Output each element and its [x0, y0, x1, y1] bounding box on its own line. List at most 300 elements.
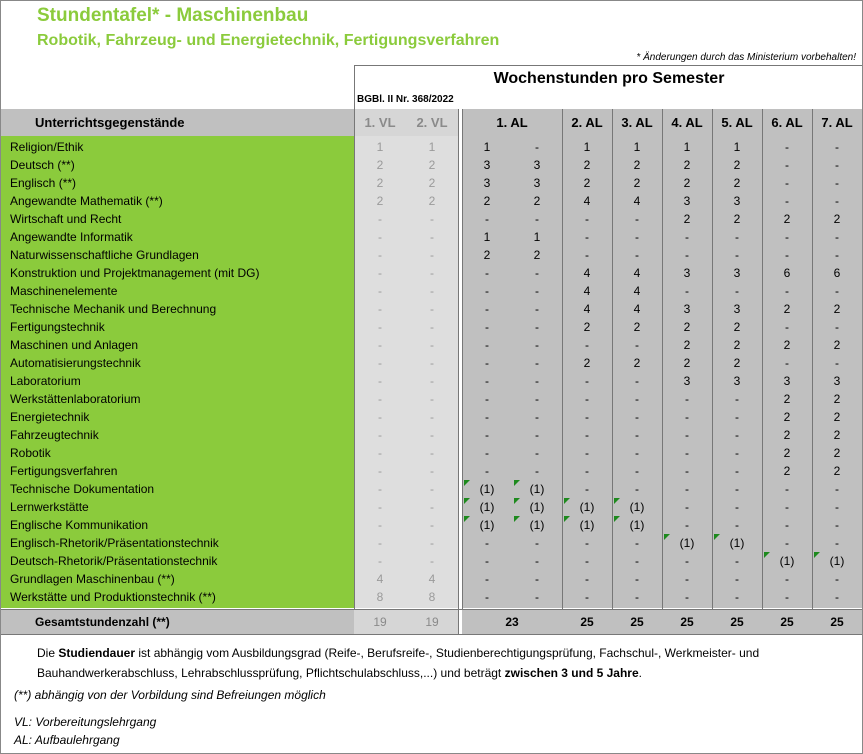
total-al2: 25	[562, 610, 612, 634]
info-text: Die	[37, 646, 59, 660]
hours-cell: 3	[733, 374, 741, 388]
hours-cell: 8	[428, 590, 436, 604]
hours-cell: -	[485, 320, 489, 334]
header-al4: 4. AL	[662, 109, 712, 136]
subject-name: Angewandte Informatik	[10, 230, 133, 244]
table-row	[1, 246, 862, 264]
hours-cell: 3	[683, 266, 691, 280]
hours-cell: 2	[833, 302, 841, 316]
hours-cell: (1)	[462, 498, 512, 516]
hours-cell: 3	[783, 374, 791, 388]
hours-cell: -	[535, 338, 539, 352]
hours-cell: -	[430, 536, 434, 550]
hours-cell: -	[785, 590, 789, 604]
hours-cell: -	[535, 410, 539, 424]
header-al5: 5. AL	[712, 109, 762, 136]
hours-cell: -	[835, 140, 839, 154]
hours-cell: 3	[533, 158, 541, 172]
hours-cell: -	[585, 554, 589, 568]
subject-name: Fertigungstechnik	[10, 320, 105, 334]
hours-cell: 2	[683, 212, 691, 226]
hours-cell: -	[378, 518, 382, 532]
hours-cell: -	[785, 320, 789, 334]
hours-cell: 2	[583, 356, 591, 370]
table-row	[1, 174, 862, 192]
hours-cell: -	[735, 500, 739, 514]
hours-cell: -	[635, 374, 639, 388]
hours-cell: -	[485, 356, 489, 370]
hours-cell: -	[635, 248, 639, 262]
hours-cell: 2	[733, 320, 741, 334]
table-row	[1, 210, 862, 228]
subject-name: Technische Mechanik und Berechnung	[10, 302, 217, 316]
hours-cell: -	[785, 194, 789, 208]
hours-cell: -	[378, 536, 382, 550]
separator	[762, 109, 763, 635]
subject-name: Religion/Ethik	[10, 140, 84, 154]
hours-cell: -	[685, 464, 689, 478]
hours-cell: -	[685, 590, 689, 604]
hours-cell: -	[485, 302, 489, 316]
hours-cell: 3	[683, 374, 691, 388]
hours-cell: -	[735, 464, 739, 478]
hours-cell: -	[485, 428, 489, 442]
hours-cell: 2	[633, 176, 641, 190]
comment-marker-icon	[514, 498, 520, 504]
hours-cell: -	[735, 248, 739, 262]
hours-cell: 2	[783, 302, 791, 316]
hours-cell: 4	[583, 266, 591, 280]
hours-cell: 2	[533, 194, 541, 208]
info-bold: Studiendauer	[58, 646, 136, 660]
hours-cell: 4	[633, 194, 641, 208]
separator	[662, 109, 663, 635]
hours-cell: (1)	[812, 552, 862, 570]
hours-cell: -	[378, 284, 382, 298]
hours-cell: -	[485, 374, 489, 388]
hours-cell: -	[485, 392, 489, 406]
hours-cell: -	[835, 536, 839, 550]
hours-cell: -	[535, 320, 539, 334]
header-al6: 6. AL	[762, 109, 812, 136]
hours-cell: 4	[583, 194, 591, 208]
table-row	[1, 300, 862, 318]
hours-cell: -	[585, 392, 589, 406]
header-subject: Unterrichtsgegenstände	[1, 109, 354, 136]
hours-cell: -	[785, 572, 789, 586]
hours-cell: -	[585, 482, 589, 496]
comment-marker-icon	[514, 480, 520, 486]
hours-cell: 1	[683, 140, 691, 154]
hours-cell: -	[785, 140, 789, 154]
subject-name: Naturwissenschaftliche Grundlagen	[10, 248, 199, 262]
hours-cell: -	[685, 392, 689, 406]
table-row	[1, 408, 862, 426]
hours-cell: 2	[833, 446, 841, 460]
hours-cell: -	[430, 554, 434, 568]
hours-cell: 2	[376, 158, 384, 172]
hours-cell: 1	[583, 140, 591, 154]
hours-cell: -	[635, 410, 639, 424]
hours-cell: -	[378, 500, 382, 514]
hours-cell: -	[635, 428, 639, 442]
hours-cell: -	[535, 302, 539, 316]
header-al1: 1. AL	[462, 109, 562, 136]
page-subtitle: Robotik, Fahrzeug- und Energietechnik, Fertigungsverfahren	[37, 32, 500, 49]
hours-cell: -	[378, 320, 382, 334]
hours-cell: -	[430, 446, 434, 460]
hours-cell: -	[635, 230, 639, 244]
page-title: Stundentafel* - Maschinenbau	[37, 5, 309, 26]
hours-cell: (1)	[712, 534, 762, 552]
hours-cell: 2	[783, 410, 791, 424]
hours-cell: -	[585, 428, 589, 442]
hours-cell: -	[485, 212, 489, 226]
subject-name: Grundlagen Maschinenbau (**)	[10, 572, 175, 586]
duration-info	[37, 643, 837, 683]
hours-cell: -	[835, 572, 839, 586]
separator	[612, 109, 613, 635]
hours-cell: -	[735, 410, 739, 424]
hours-cell: -	[430, 392, 434, 406]
hours-cell: 1	[428, 140, 436, 154]
hours-cell: -	[635, 338, 639, 352]
table-row	[1, 372, 862, 390]
hours-cell: -	[635, 536, 639, 550]
hours-cell: -	[430, 374, 434, 388]
comment-marker-icon	[464, 480, 470, 486]
hours-cell: (1)	[512, 480, 562, 498]
hours-cell: -	[535, 392, 539, 406]
hours-cell: -	[535, 140, 539, 154]
table-row	[1, 336, 862, 354]
hours-cell: -	[685, 446, 689, 460]
hours-cell: -	[735, 284, 739, 298]
hours-cell: -	[430, 482, 434, 496]
hours-cell: 6	[833, 266, 841, 280]
table-row	[1, 498, 862, 516]
hours-cell: -	[430, 356, 434, 370]
hours-cell: -	[585, 464, 589, 478]
hours-cell: 2	[376, 194, 384, 208]
hours-cell: -	[485, 410, 489, 424]
week-hours-header: Wochenstunden pro Semester	[354, 65, 863, 92]
hours-cell: 3	[733, 266, 741, 280]
hours-cell: -	[735, 572, 739, 586]
subject-name: Werkstätte und Produktionstechnik (**)	[10, 590, 216, 604]
subject-name: Werkstättenlaboratorium	[10, 392, 141, 406]
hours-cell: -	[835, 482, 839, 496]
hours-cell: 2	[833, 428, 841, 442]
hours-cell: 2	[428, 176, 436, 190]
separator	[458, 109, 459, 635]
info-text: ist abhängig vom Ausbildungsgrad (Reife-, Berufsreife-, Studienberechtigungsprüfung, Fachschul-, Werkmeister- und Bauhandwerkerabschluss, Lehrabschlussprüfung, Pflichtschulabschluss,...) und beträgt	[37, 646, 760, 680]
hours-cell: -	[785, 176, 789, 190]
hours-cell: -	[535, 356, 539, 370]
hours-cell: -	[785, 284, 789, 298]
hours-cell: 2	[483, 194, 491, 208]
hours-cell: -	[535, 536, 539, 550]
subject-name: Technische Dokumentation	[10, 482, 155, 496]
hours-cell: -	[430, 320, 434, 334]
hours-cell: -	[430, 464, 434, 478]
table-row	[1, 534, 862, 552]
comment-marker-icon	[614, 498, 620, 504]
hours-cell: 2	[683, 158, 691, 172]
hours-cell: 4	[376, 572, 384, 586]
hours-cell: -	[635, 464, 639, 478]
hours-cell: -	[378, 356, 382, 370]
hours-cell: 1	[483, 230, 491, 244]
hours-cell: 4	[583, 284, 591, 298]
hours-cell: -	[378, 446, 382, 460]
hours-cell: -	[735, 518, 739, 532]
total-al6: 25	[762, 610, 812, 634]
hours-cell: -	[835, 284, 839, 298]
comment-marker-icon	[614, 516, 620, 522]
hours-cell: 4	[633, 284, 641, 298]
separator	[354, 109, 355, 635]
hours-cell: -	[685, 230, 689, 244]
footnote-exemption: (**) abhängig von der Vorbildung sind Befreiungen möglich	[14, 688, 326, 702]
total-al3: 25	[612, 610, 662, 634]
hours-cell: -	[585, 410, 589, 424]
hours-cell: 4	[633, 302, 641, 316]
hours-cell: -	[835, 176, 839, 190]
hours-cell: 4	[583, 302, 591, 316]
table-row	[1, 282, 862, 300]
hours-cell: -	[685, 284, 689, 298]
hours-cell: 6	[783, 266, 791, 280]
hours-cell: 2	[583, 158, 591, 172]
comment-marker-icon	[464, 516, 470, 522]
hours-cell: -	[430, 518, 434, 532]
hours-cell: (1)	[562, 498, 612, 516]
hours-cell: (1)	[562, 516, 612, 534]
separator	[712, 109, 713, 635]
hours-cell: -	[378, 266, 382, 280]
hours-cell: -	[635, 554, 639, 568]
footnote-al: AL: Aufbaulehrgang	[14, 733, 120, 747]
hours-cell: -	[585, 536, 589, 550]
hours-cell: -	[378, 464, 382, 478]
hours-cell: (1)	[612, 498, 662, 516]
hours-cell: (1)	[512, 516, 562, 534]
subject-name: Fahrzeugtechnik	[10, 428, 99, 442]
hours-cell: -	[685, 248, 689, 262]
subject-name: Maschinen und Anlagen	[10, 338, 139, 352]
table-row	[1, 156, 862, 174]
hours-cell: -	[378, 554, 382, 568]
hours-cell: -	[835, 194, 839, 208]
hours-cell: 3	[483, 176, 491, 190]
hours-cell: -	[835, 320, 839, 334]
hours-cell: -	[785, 482, 789, 496]
hours-cell: -	[785, 536, 789, 550]
hours-cell: -	[535, 374, 539, 388]
hours-cell: 2	[783, 428, 791, 442]
hours-cell: -	[535, 464, 539, 478]
hours-cell: -	[635, 572, 639, 586]
hours-cell: 2	[833, 464, 841, 478]
hours-cell: (1)	[462, 516, 512, 534]
table-row	[1, 390, 862, 408]
hours-cell: -	[635, 446, 639, 460]
hours-cell: -	[635, 590, 639, 604]
hours-cell: -	[535, 428, 539, 442]
hours-cell: -	[685, 518, 689, 532]
hours-cell: -	[585, 374, 589, 388]
hours-cell: -	[635, 392, 639, 406]
table-row	[1, 444, 862, 462]
comment-marker-icon	[514, 516, 520, 522]
hours-cell: 3	[833, 374, 841, 388]
hours-cell: -	[378, 212, 382, 226]
hours-cell: 2	[683, 176, 691, 190]
header-al7: 7. AL	[812, 109, 862, 136]
hours-cell: -	[378, 428, 382, 442]
hours-cell: -	[835, 356, 839, 370]
hours-cell: -	[585, 446, 589, 460]
hours-cell: 2	[683, 338, 691, 352]
total-vl2: 19	[406, 610, 458, 634]
table-row	[1, 228, 862, 246]
hours-cell: 3	[533, 176, 541, 190]
hours-cell: -	[378, 374, 382, 388]
table-row	[1, 516, 862, 534]
subject-name: Deutsch (**)	[10, 158, 75, 172]
hours-cell: -	[485, 446, 489, 460]
hours-cell: 1	[533, 230, 541, 244]
hours-cell: -	[535, 554, 539, 568]
hours-cell: 1	[733, 140, 741, 154]
hours-cell: -	[378, 392, 382, 406]
subject-name: Angewandte Mathematik (**)	[10, 194, 163, 208]
hours-cell: -	[735, 554, 739, 568]
hours-cell: 1	[376, 140, 384, 154]
hours-cell: 3	[483, 158, 491, 172]
footnote-vl: VL: Vorbereitungslehrgang	[14, 715, 157, 729]
hours-cell: 2	[428, 158, 436, 172]
hours-cell: 2	[783, 392, 791, 406]
hours-cell: -	[685, 554, 689, 568]
hours-cell: -	[685, 410, 689, 424]
hours-cell: 2	[683, 356, 691, 370]
subject-name: Konstruktion und Projektmanagement (mit DG)	[10, 266, 260, 280]
table-row	[1, 480, 862, 498]
separator	[1, 634, 862, 635]
subject-name: Energietechnik	[10, 410, 90, 424]
hours-cell: -	[785, 518, 789, 532]
hours-cell: 2	[733, 338, 741, 352]
hours-cell: -	[535, 446, 539, 460]
table-row	[1, 264, 862, 282]
hours-cell: -	[785, 230, 789, 244]
comment-marker-icon	[464, 498, 470, 504]
subject-name: Englische Kommunikation	[10, 518, 149, 532]
hours-cell: 4	[633, 266, 641, 280]
hours-cell: -	[685, 572, 689, 586]
hours-cell: -	[735, 230, 739, 244]
hours-cell: -	[585, 590, 589, 604]
hours-cell: -	[430, 338, 434, 352]
hours-cell: -	[585, 338, 589, 352]
hours-cell: 2	[533, 248, 541, 262]
hours-cell: -	[378, 248, 382, 262]
hours-cell: -	[685, 482, 689, 496]
hours-cell: -	[430, 212, 434, 226]
hours-cell: -	[735, 590, 739, 604]
total-al4: 25	[662, 610, 712, 634]
table-row	[1, 588, 862, 606]
hours-cell: 1	[483, 140, 491, 154]
separator	[462, 109, 463, 635]
subject-name: Laboratorium	[10, 374, 81, 388]
hours-cell: -	[485, 590, 489, 604]
hours-cell: 2	[583, 176, 591, 190]
hours-cell: -	[835, 500, 839, 514]
hours-cell: -	[835, 230, 839, 244]
law-reference: BGBl. II Nr. 368/2022	[354, 91, 462, 109]
hours-cell: -	[485, 338, 489, 352]
hours-cell: -	[535, 266, 539, 280]
hours-cell: -	[835, 158, 839, 172]
table-row	[1, 462, 862, 480]
hours-cell: -	[378, 482, 382, 496]
info-bold: zwischen 3 und 5 Jahre	[504, 666, 639, 680]
hours-cell: -	[785, 356, 789, 370]
table-row	[1, 354, 862, 372]
hours-cell: (1)	[462, 480, 512, 498]
hours-cell: 2	[783, 446, 791, 460]
hours-cell: 4	[428, 572, 436, 586]
header-al2: 2. AL	[562, 109, 612, 136]
hours-cell: 2	[783, 212, 791, 226]
hours-cell: -	[485, 572, 489, 586]
hours-cell: -	[785, 158, 789, 172]
hours-cell: -	[685, 500, 689, 514]
hours-cell: 2	[783, 464, 791, 478]
hours-cell: -	[635, 482, 639, 496]
hours-cell: 2	[733, 212, 741, 226]
hours-cell: -	[378, 410, 382, 424]
hours-cell: -	[585, 212, 589, 226]
hours-cell: -	[535, 590, 539, 604]
hours-cell: 2	[376, 176, 384, 190]
total-al7: 25	[812, 610, 862, 634]
hours-cell: 2	[483, 248, 491, 262]
totals-label: Gesamtstundenzahl (**)	[1, 610, 354, 634]
table-row	[1, 426, 862, 444]
hours-cell: -	[535, 572, 539, 586]
separator	[812, 109, 813, 635]
hours-cell: 2	[833, 212, 841, 226]
hours-cell: (1)	[762, 552, 812, 570]
total-al5: 25	[712, 610, 762, 634]
hours-cell: -	[485, 284, 489, 298]
hours-cell: 2	[733, 158, 741, 172]
hours-cell: 2	[583, 320, 591, 334]
comment-marker-icon	[564, 516, 570, 522]
hours-cell: -	[835, 248, 839, 262]
hours-cell: -	[430, 248, 434, 262]
hours-cell: -	[378, 338, 382, 352]
table-row	[1, 192, 862, 210]
hours-cell: 2	[633, 158, 641, 172]
hours-cell: 3	[683, 194, 691, 208]
header-al3: 3. AL	[612, 109, 662, 136]
hours-cell: -	[430, 230, 434, 244]
